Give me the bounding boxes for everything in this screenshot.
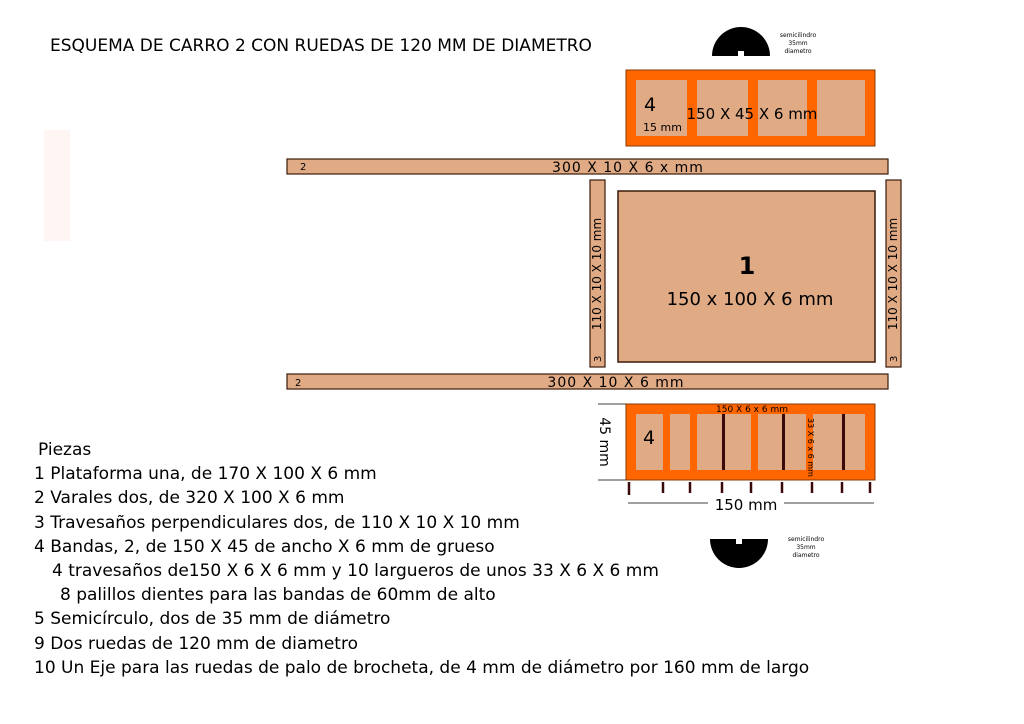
crossbar-left [590,180,605,367]
semicircle-bottom-note-1: semicilindro [787,536,825,543]
crossbar-right-dims: 110 X 10 X 10 mm [886,217,900,331]
band-top [626,70,875,146]
piece-item: 4 travesaños de150 X 6 X 6 mm y 10 largueros de unos 33 X 6 X 6 mm [52,560,659,581]
piece-item: 1 Plataforma una, de 170 X 100 X 6 mm [34,464,377,485]
piece-item: 4 Bandas, 2, de 150 X 45 de ancho X 6 mm de grueso [34,536,495,557]
band-top-sub: 15 mm [643,121,682,134]
piece-item: 2 Varales dos, de 320 X 100 X 6 mm [34,488,345,509]
semicircle-top-note-3: diametro [784,48,812,55]
piece-item: 5 Semicírculo, dos de 35 mm de diámetro [34,609,391,630]
semicircle-bottom-note-3: diametro [792,552,820,559]
piece-item: 9 Dos ruedas de 120 mm de diametro [34,633,358,654]
crossbar-left-dims: 110 X 10 X 10 mm [590,217,604,331]
platform-number: 1 [738,252,756,280]
rail-top-number: 2 [300,162,307,173]
rail-bottom-dims: 300 X 10 X 6 mm [547,375,685,391]
platform [618,191,875,362]
piece-item: 3 Travesaños perpendiculares dos, de 110 X 10 X 10 mm [34,512,520,533]
pieces-list [34,438,809,680]
rail-top [287,159,888,176]
semicircle-top [712,27,816,56]
semicircle-top-note-1: semicilindro [779,32,817,39]
rail-top-dims: 300 X 10 X 6 x mm [552,160,704,176]
semicircle-bottom-number: 5 [735,554,743,567]
band-bottom-height-label: 45 mm [596,417,612,467]
rail-bottom-number: 2 [295,378,302,389]
page-title: ESQUEMA DE CARRO 2 CON RUEDAS DE 120 MM DE DIAMETRO [50,36,592,56]
semicircle-bottom-note-2: 35mm [796,544,816,551]
piece-item: 10 Un Eje para las ruedas de palo de brocheta, de 4 mm de diámetro por 160 mm de largo [34,657,810,678]
pieces-heading: Piezas [38,440,92,460]
band-bottom-side-label: 33 X 6 x 6 mm [806,418,815,477]
semicircle-top-number: 5 [737,38,745,51]
crossbar-right [886,180,901,367]
crossbar-right-number: 3 [889,355,900,362]
band-top-dims: 150 X 45 X 6 mm [686,105,818,123]
band-bottom-width-label: 150 mm [714,496,778,514]
piece-item: 8 palillos dientes para las bandas de 60mm de alto [60,585,496,606]
platform-dims: 150 x 100 X 6 mm [666,289,834,310]
band-bottom-number: 4 [643,427,656,449]
crossbar-left-number: 3 [593,355,604,362]
band-bottom-top-label: 150 X 6 x 6 mm [716,405,788,415]
semicircle-top-note-2: 35mm [788,40,808,47]
rail-bottom [287,374,888,391]
band-top-number: 4 [644,94,657,116]
